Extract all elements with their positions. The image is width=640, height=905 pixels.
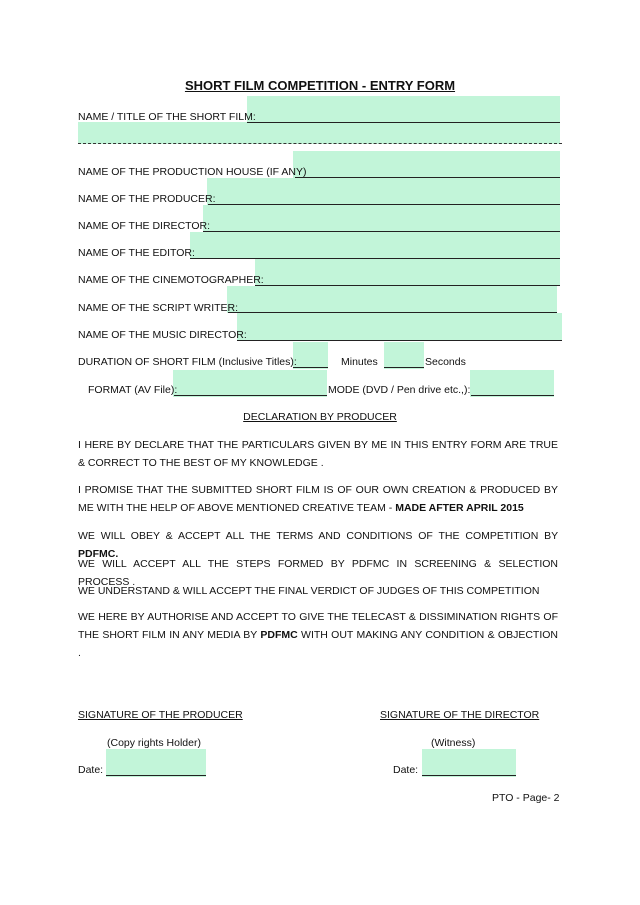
producer-date-underline (106, 775, 206, 776)
declaration-p2-bold: MADE AFTER APRIL 2015 (395, 502, 524, 514)
director-date-underline (422, 775, 516, 776)
mode-underline (471, 395, 554, 396)
seconds-underline (384, 367, 424, 368)
production-house-input[interactable] (293, 151, 560, 178)
declaration-p2-text: I PROMISE THAT THE SUBMITTED SHORT FILM IS OF OUR OWN CREATION & PRODUCED BY ME WITH THE HELP OF ABOVE MENTIONED CREATIVE TEAM - (78, 484, 558, 514)
producer-signature-sub: (Copy rights Holder) (107, 737, 201, 749)
declaration-p5-text: WE UNDERSTAND & WILL ACCEPT THE FINAL VERDICT OF JUDGES OF THIS COMPETITION (78, 585, 540, 597)
film-title-underline (247, 122, 560, 123)
production-underline (295, 177, 560, 178)
minutes-underline (293, 367, 328, 368)
music-director-input[interactable] (237, 313, 562, 340)
declaration-p1-text: I HERE BY DECLARE THAT THE PARTICULARS GIVEN BY ME IN THIS ENTRY FORM ARE TRUE & CORRECT TO THE BEST OF MY KNOWLEDGE . (78, 439, 558, 469)
declaration-heading: DECLARATION BY PRODUCER (243, 411, 397, 423)
director-input[interactable] (203, 205, 560, 232)
duration-label: DURATION OF SHORT FILM (Inclusive Titles): (78, 356, 297, 368)
declaration-p6-text-a: WE HERE BY AUTHORISE AND ACCEPT TO GIVE THE TELECAST & DISSIMINATION RIGHTS OF THE SHORT FILM IN ANY MEDIA BY (78, 611, 558, 641)
mode-input[interactable] (470, 370, 554, 397)
producer-date-label: Date: (78, 764, 104, 776)
director-label: NAME OF THE DIRECTOR: (78, 220, 211, 232)
declaration-p3-bold: PDFMC. (78, 548, 119, 560)
seconds-label: Seconds (425, 356, 466, 368)
declaration-paragraph-6 (78, 608, 558, 662)
duration-minutes-input[interactable] (293, 342, 328, 369)
producer-signature-label: SIGNATURE OF THE PRODUCER (78, 709, 243, 721)
editor-input[interactable] (190, 232, 560, 259)
mode-label: MODE (DVD / Pen drive etc.,): (328, 384, 471, 396)
declaration-p6-text-b: WITH OUT MAKING ANY CONDITION & OBJECTION . (78, 629, 558, 659)
cinematographer-underline (255, 285, 560, 286)
producer-label: NAME OF THE PRODUCER: (78, 193, 216, 205)
declaration-p6-bold: PDFMC (260, 629, 298, 641)
duration-seconds-input[interactable] (384, 342, 424, 369)
producer-input[interactable] (207, 178, 560, 205)
film-title-input-row2[interactable] (78, 122, 560, 144)
film-title-label: NAME / TITLE OF THE SHORT FILM: (78, 111, 256, 123)
producer-underline (208, 204, 560, 205)
format-input[interactable] (173, 370, 327, 397)
music-director-label: NAME OF THE MUSIC DIRECTOR: (78, 329, 247, 341)
director-underline (203, 231, 560, 232)
director-date-label: Date: (393, 764, 419, 776)
cinematographer-input[interactable] (255, 259, 560, 286)
format-underline (174, 395, 327, 396)
declaration-paragraph-5 (78, 582, 558, 600)
page-title: SHORT FILM COMPETITION - ENTRY FORM (184, 78, 456, 93)
script-writer-label: NAME OF THE SCRIPT WRITER: (78, 302, 239, 314)
director-date-input[interactable] (422, 749, 516, 777)
editor-label: NAME OF THE EDITOR: (78, 247, 195, 259)
director-signature-sub: (Witness) (431, 737, 476, 749)
minutes-label: Minutes (341, 356, 378, 368)
separator-dashes (78, 143, 562, 144)
production-house-label: NAME OF THE PRODUCTION HOUSE (IF ANY) (78, 166, 307, 178)
producer-date-input[interactable] (106, 749, 206, 777)
declaration-p4-text: WE WILL ACCEPT ALL THE STEPS FORMED BY PDFMC IN SCREENING & SELECTION PROCESS . (78, 558, 558, 588)
director-signature-label: SIGNATURE OF THE DIRECTOR (380, 709, 540, 721)
music-director-underline (237, 340, 562, 341)
cinematographer-label: NAME OF THE CINEMOTOGRAPHER: (78, 274, 264, 286)
declaration-p3-text: WE WILL OBEY & ACCEPT ALL THE TERMS AND CONDITIONS OF THE COMPETITION BY (78, 530, 558, 542)
script-writer-input[interactable] (227, 286, 557, 313)
declaration-paragraph-1 (78, 436, 558, 472)
page-footer: PTO - Page- 2 (492, 792, 560, 804)
declaration-paragraph-2 (78, 481, 558, 517)
script-writer-underline (228, 312, 557, 313)
format-label: FORMAT (AV File): (88, 384, 178, 396)
editor-underline (190, 258, 560, 259)
